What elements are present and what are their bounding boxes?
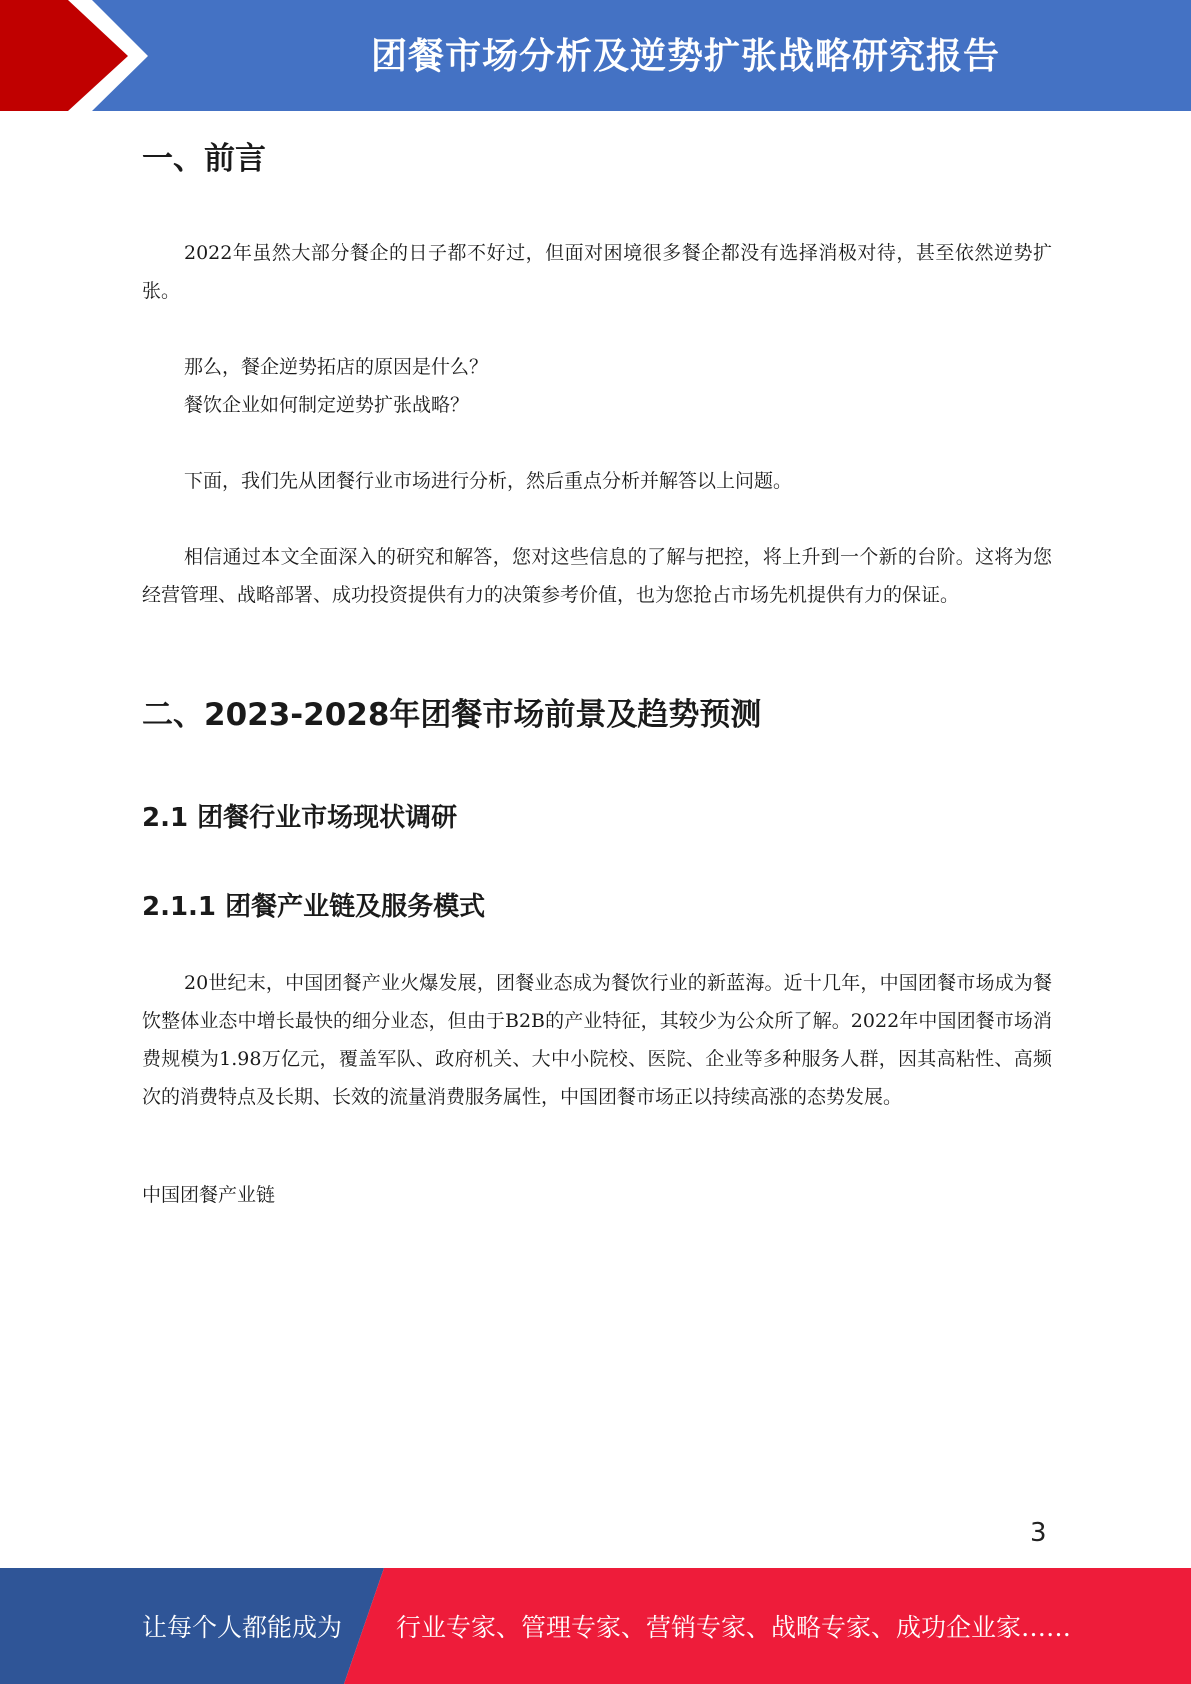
page-footer [0,1568,1191,1684]
footer-slogan-left: 让每个人都能成为 [142,1613,343,1642]
figure-caption: 中国团餐产业链 [142,1184,276,1206]
footer-slogan-right: 行业专家、管理专家、营销专家、战略专家、成功企业家…… [396,1613,1072,1642]
preface-question-2: 餐饮企业如何制定逆势扩张战略？ [184,394,470,416]
subsection-heading-2-1-1: 2.1.1 团餐产业链及服务模式 [142,892,486,922]
section-heading-preface: 一、前言 [142,141,266,177]
subsection-heading-2-1: 2.1 团餐行业市场现状调研 [142,803,458,833]
page-header [0,0,1191,111]
section-heading-forecast: 二、2023-2028年团餐市场前景及趋势预测 [142,697,762,733]
page-number: 3 [1030,1518,1047,1548]
report-title: 团餐市场分析及逆势扩张战略研究报告 [370,35,1000,77]
preface-paragraph-2: 下面，我们先从团餐行业市场进行分析，然后重点分析并解答以上问题。 [184,470,793,492]
preface-question-1: 那么，餐企逆势拓店的原因是什么？ [184,356,489,378]
preface-paragraph-1: 2022年虽然大部分餐企的日子都不好过，但面对困境很多餐企都没有选择消极对待，甚至依然逆势扩张。 [142,242,1052,302]
industry-chain-paragraph: 20世纪末，中国团餐产业火爆发展，团餐业态成为餐饮行业的新蓝海。近十几年，中国团餐市场成为餐饮整体业态中增长最快的细分业态，但由于B2B的产业特征，其较少为公众所了解。2022年中国团餐市场消费规模为1.98万亿元，覆盖军队、政府机关、大中小院校、医院、企业等多种服务人群，因其高粘性、高频次的消费特点及长期、长效的流量消费服务属性，中国团餐市场正以持续高涨的态势发展。 [142,972,1052,1108]
preface-paragraph-3: 相信通过本文全面深入的研究和解答，您对这些信息的了解与把控，将上升到一个新的台阶。这将为您经营管理、战略部署、成功投资提供有力的决策参考价值，也为您抢占市场先机提供有力的保证。 [142,546,1052,606]
